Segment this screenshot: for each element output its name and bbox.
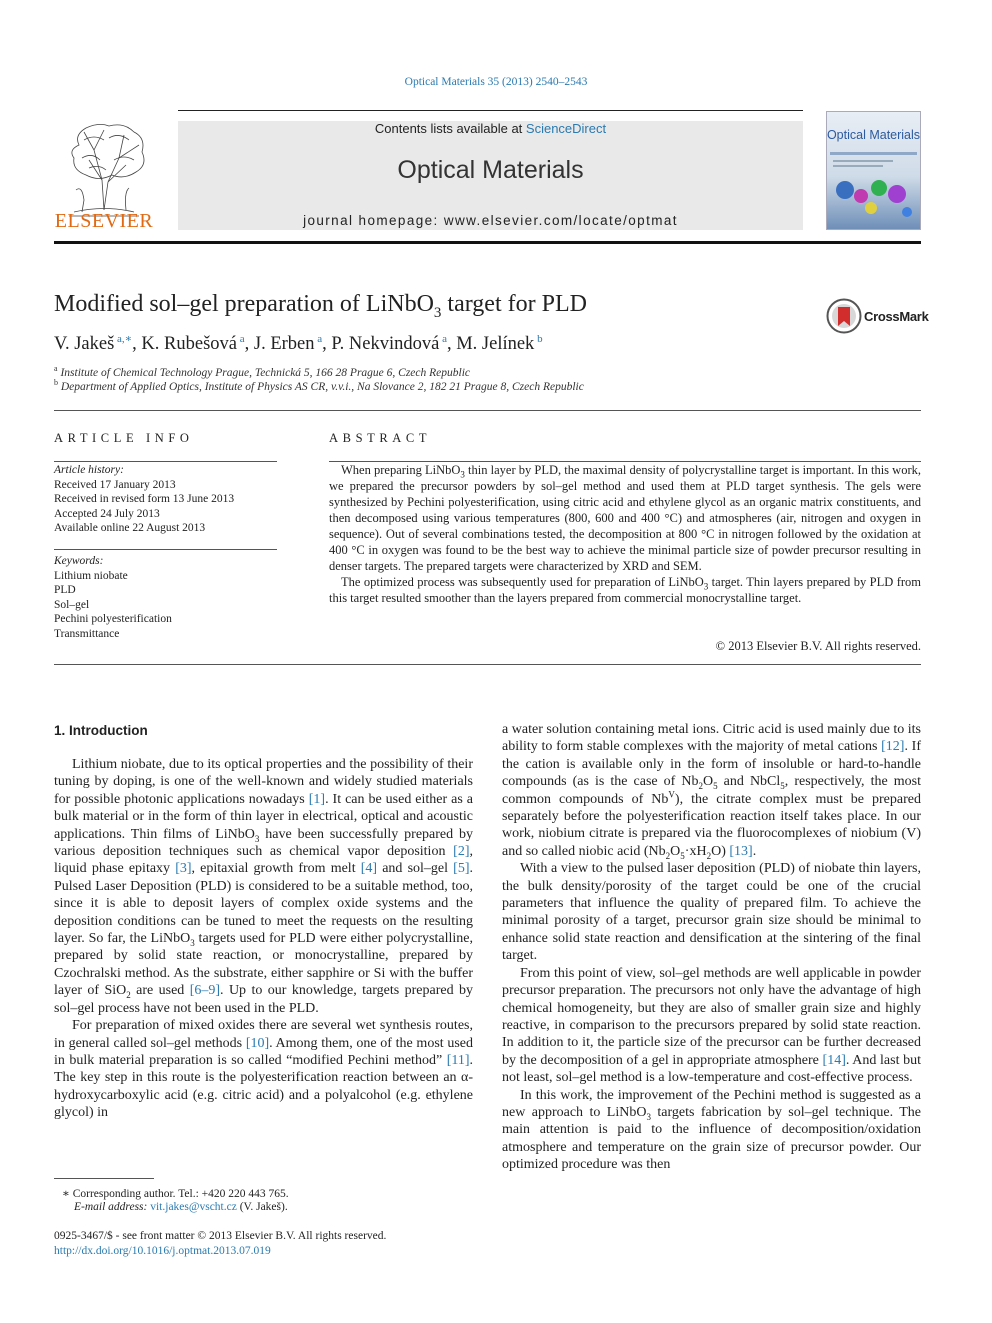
paragraph-text: are used xyxy=(130,983,190,999)
crossmark-label[interactable]: CrossMark xyxy=(864,309,929,324)
email-label: E-mail address: xyxy=(74,1201,148,1213)
paragraph-text: . It can be used either as a bulk material or in the form of thin layer in electrical, optical and acoustic applications. Thin films of LiNbO xyxy=(54,791,473,842)
affiliation-a xyxy=(54,364,471,379)
affiliation-text: Department of Applied Optics, Institute of Physics AS CR, v.v.i., Na Slovance 2, 182 21 Prague 8, Czech Republic xyxy=(60,381,584,393)
paragraph-text: In this work, the improvement of the Pechini method is suggested as a new approach to LiNbO xyxy=(502,1087,921,1120)
keyword-item: Pechini polyesterification xyxy=(54,613,172,625)
intro-paragraph xyxy=(54,756,473,1017)
abstract-copyright: © 2013 Elsevier B.V. All rights reserved. xyxy=(715,639,921,653)
email-link[interactable]: vit.jakes@vscht.cz xyxy=(150,1201,237,1213)
author-name[interactable]: J. Erben xyxy=(253,334,315,354)
author-affiliation-mark[interactable]: a xyxy=(236,332,245,345)
author-name[interactable]: M. Jelínek xyxy=(456,334,535,354)
paragraph-text: have been successfully prepared by various deposition techniques such as chemical vapor deposition xyxy=(54,826,473,860)
affiliation-mark: a xyxy=(54,364,58,374)
issn-line: 0925-3467/$ - see front matter © 2013 Elsevier B.V. All rights reserved. xyxy=(54,1230,387,1242)
abstract-body xyxy=(329,462,921,606)
crossmark-icon[interactable] xyxy=(826,298,862,334)
paragraph-text: . Among them, one of the most used in bulk material preparation is so called “modified Pechini method” xyxy=(54,1035,474,1068)
paragraph-text: . xyxy=(752,843,757,859)
keyword-item: Transmittance xyxy=(54,627,120,640)
keywords-rule xyxy=(54,549,277,550)
intro-paragraph xyxy=(502,721,921,860)
citation-link[interactable]: [2] xyxy=(453,844,470,860)
paragraph-text: O) xyxy=(711,843,730,859)
intro-paragraph xyxy=(502,965,921,1087)
abstract-paragraph: The optimized process was subsequently used for preparation of LiNbO$_3$ target. Thin layers prepared by PLD from this target resulted smoother than the layers prepared from commercial monocrystalline target. xyxy=(329,575,921,605)
citation-link[interactable]: [14] xyxy=(822,1052,846,1068)
journal-citation[interactable]: Optical Materials 35 (2013) 2540–2543 xyxy=(404,76,588,88)
subscript: 5 xyxy=(713,781,718,792)
body-rule xyxy=(54,664,921,665)
article-info-heading: ARTICLE INFO xyxy=(54,431,194,445)
citation-link[interactable]: [6–9] xyxy=(189,983,221,999)
title-text: Modified sol–gel preparation of LiNbO xyxy=(54,291,434,317)
elsevier-wordmark: ELSEVIER xyxy=(54,210,154,232)
subscript: 5 xyxy=(780,781,785,792)
author-name[interactable]: V. Jakeš xyxy=(54,334,115,354)
keywords-label: Keywords: xyxy=(54,555,104,567)
email-note xyxy=(74,1201,288,1213)
paragraph-text: and sol–gel xyxy=(377,861,454,877)
intro-paragraph xyxy=(54,1017,473,1121)
subscript: 2 xyxy=(665,850,671,861)
subscript: 2 xyxy=(706,850,712,861)
author-affiliation-mark[interactable]: b xyxy=(534,332,543,345)
paragraph-text: and NbCl xyxy=(717,774,781,790)
title-subscript: 3 xyxy=(433,304,442,321)
paragraph-text: a water solution containing metal ions. Citric acid is used mainly due to its ability to form stable complexes with the majority of metal cations xyxy=(502,722,921,755)
subscript: 5 xyxy=(680,850,685,861)
citation-link[interactable]: [1] xyxy=(308,791,326,807)
affiliation-b xyxy=(54,378,584,393)
paragraph-text: O xyxy=(703,774,714,790)
paragraph-text: ·xH xyxy=(684,843,707,859)
paragraph-text: Lithium niobate, due to its optical properties and the possibility of their tuning by doping, is one of the well-known and widely studied materials for possible photonic applications nowadays xyxy=(54,757,473,807)
history-item: Accepted 24 July 2013 xyxy=(54,507,160,520)
citation-link[interactable]: [13] xyxy=(729,843,753,859)
banner-rule xyxy=(54,241,921,244)
body-column-left xyxy=(54,756,473,1122)
paragraph-text: targets fabrication by sol–gel technique. The main attention is paid to the influence of decomposition/oxidation atmosphere and temperature on the grain size of precursor powder. Our optimized procedure was then xyxy=(502,1104,922,1173)
journal-name: Optical Materials xyxy=(397,156,584,184)
history-item: Received in revised form 13 June 2013 xyxy=(54,493,235,505)
footnote-rule xyxy=(54,1178,154,1179)
keyword-item: Lithium niobate xyxy=(54,569,128,582)
cover-title: Optical Materials xyxy=(826,128,921,142)
citation-link[interactable]: [5] xyxy=(453,861,470,877)
header-rule xyxy=(178,110,803,111)
section-heading-introduction: 1. Introduction xyxy=(54,723,148,738)
contents-line xyxy=(178,121,803,136)
citation-link[interactable]: [3] xyxy=(175,861,192,877)
journal-homepage[interactable]: journal homepage: www.elsevier.com/locate/optmat xyxy=(303,213,678,228)
paragraph-text: . If the cation is available only in the form of insoluble or hard-to-handle compounds (as is the case of Nb xyxy=(502,739,921,790)
history-item: Received 17 January 2013 xyxy=(54,478,176,491)
paragraph-text: . Pulsed Laser Deposition (PLD) is considered to be a suitable method, too, since it is able to deposit layers of complex oxide systems and the deposition conditions can be tuned to meet the requests on the resulting layer. So far, the LiNbO xyxy=(54,861,473,947)
intro-paragraph xyxy=(502,1087,921,1174)
citation-link[interactable]: [10] xyxy=(245,1035,270,1051)
subscript: 3 xyxy=(254,833,260,844)
paragraph-text: O xyxy=(670,843,681,859)
author-affiliation-mark[interactable]: a,∗ xyxy=(114,332,133,345)
paragraph-text: From this point of view, sol–gel methods are well applicable in powder precursor preparation. The precursors not only have the advantage of high chemical homogeneity, but they are also of smaller grain size and highly reactive, in comparison to the precursors prepared by solid state reaction. In addition to it, the particle size of the precursor can be further decreased by the decomposition of a gel in appropriate atmosphere xyxy=(502,965,921,1068)
corresponding-author-note: ∗ Corresponding author. Tel.: +420 220 443 765. xyxy=(62,1188,289,1200)
author-list: V. Jakeš $^{a,∗}$, K. Rubešová $^a$, J. Erben $^a$, P. Nekvindová $^a$, M. Jelínek $^b$ xyxy=(54,332,543,354)
article-history xyxy=(54,463,294,536)
paragraph-text: For preparation of mixed oxides there are several wet synthesis routes, in general called sol–gel methods xyxy=(54,1018,473,1051)
paragraph-text: ), the citrate complex must be prepared separately before the polyesterification reaction itself takes place. In our work, niobium citrate is prepared via the fluorocomplexes of niobium (V) and so called niobic acid (Nb xyxy=(502,791,921,859)
citation-link[interactable]: [4] xyxy=(360,861,378,877)
paragraph-text: targets used for PLD were either polycrystalline, prepared by solid state reaction, or monocrystalline, prepared by Czochralski method. As the substrate, either sapphire or Si with the buffer layer of SiO xyxy=(54,931,473,999)
history-label: Article history: xyxy=(54,464,124,476)
contents-prefix: Contents lists available at xyxy=(374,121,526,136)
history-item: Available online 22 August 2013 xyxy=(54,522,206,534)
email-suffix: (V. Jakeš). xyxy=(236,1201,288,1213)
paragraph-text: , respectively, the most common compounds of Nb xyxy=(502,774,921,807)
keyword-item: PLD xyxy=(54,584,76,596)
section-rule xyxy=(54,410,921,411)
abstract-paragraph: When preparing LiNbO$_3$ thin layer by PLD, the maximal density of polycrystalline target is important. In this work, we prepared the precursor powders by sol–gel method and used them at PLD target synthesis. The gels were synthesized by Pechini polyesterification, using citric acid and ethylene glycol as an organic matrix constituents, and then decomposed using various temperatures (800, 600 and 400 °C) and atmospheres (air, nitrogen and oxygen in sequence). Out of several combinations tested, the decomposition at 800 °C in nitrogen followed by the oxidation at 400 °C in oxygen was found to be the best way to achieve the minimal particle size of powder precursor resulting in denser targets. The prepared targets were characterized by XRD and SEM. xyxy=(329,463,921,573)
subscript: 3 xyxy=(190,937,195,948)
author-name[interactable]: P. Nekvindová xyxy=(331,334,440,354)
abstract-heading: ABSTRACT xyxy=(329,431,432,445)
subscript: 2 xyxy=(698,781,703,792)
sciencedirect-link[interactable]: ScienceDirect xyxy=(525,121,607,136)
paragraph-text: . The key step in this route is the polyesterification reaction between an α-hydroxycarboxylic acid (e.g. citric acid) and a polyalcohol (e.g. ethylene glycol) in xyxy=(54,1052,473,1121)
keywords xyxy=(54,554,294,641)
paragraph-text: . And last but not least, sol–gel method is a low-temperature and cost-effective process. xyxy=(502,1052,921,1086)
article-info-rule xyxy=(54,461,277,462)
paragraph-text: , epitaxial growth from melt xyxy=(191,861,361,877)
article-title xyxy=(54,291,587,321)
doi-link[interactable]: http://dx.doi.org/10.1016/j.optmat.2013.07.019 xyxy=(54,1245,271,1257)
subscript: 2 xyxy=(126,990,131,1001)
affiliation-text: Institute of Chemical Technology Prague, Technická 5, 166 28 Prague 6, Czech Republic xyxy=(60,367,471,379)
title-text-end: target for PLD xyxy=(441,291,587,317)
body-column-right xyxy=(502,721,921,1174)
author-affiliation-mark[interactable]: a xyxy=(314,332,323,345)
citation-link[interactable]: [11] xyxy=(446,1052,470,1068)
paragraph-text: , liquid phase epitaxy xyxy=(54,844,473,877)
author-affiliation-mark[interactable]: a xyxy=(439,332,447,345)
affiliation-mark: b xyxy=(54,378,58,388)
keyword-item: Sol–gel xyxy=(54,598,90,611)
paragraph-text: . Up to our knowledge, targets prepared by sol–gel process have not been used in the PLD. xyxy=(54,983,473,1016)
citation-link[interactable]: [12] xyxy=(881,739,905,755)
superscript: V xyxy=(668,788,675,799)
subscript: 3 xyxy=(646,1111,651,1122)
intro-paragraph: With a view to the pulsed laser deposition (PLD) of niobate thin layers, the bulk density/porosity of the target could be one of the crucial parameters that influence the quality of prepared film. To achieve the minimal porosity of a target, precursor grain size should be minimal to enhance solid state reaction and densification at the sintering of the final target. xyxy=(502,861,921,964)
author-name[interactable]: K. Rubešová xyxy=(141,334,237,354)
